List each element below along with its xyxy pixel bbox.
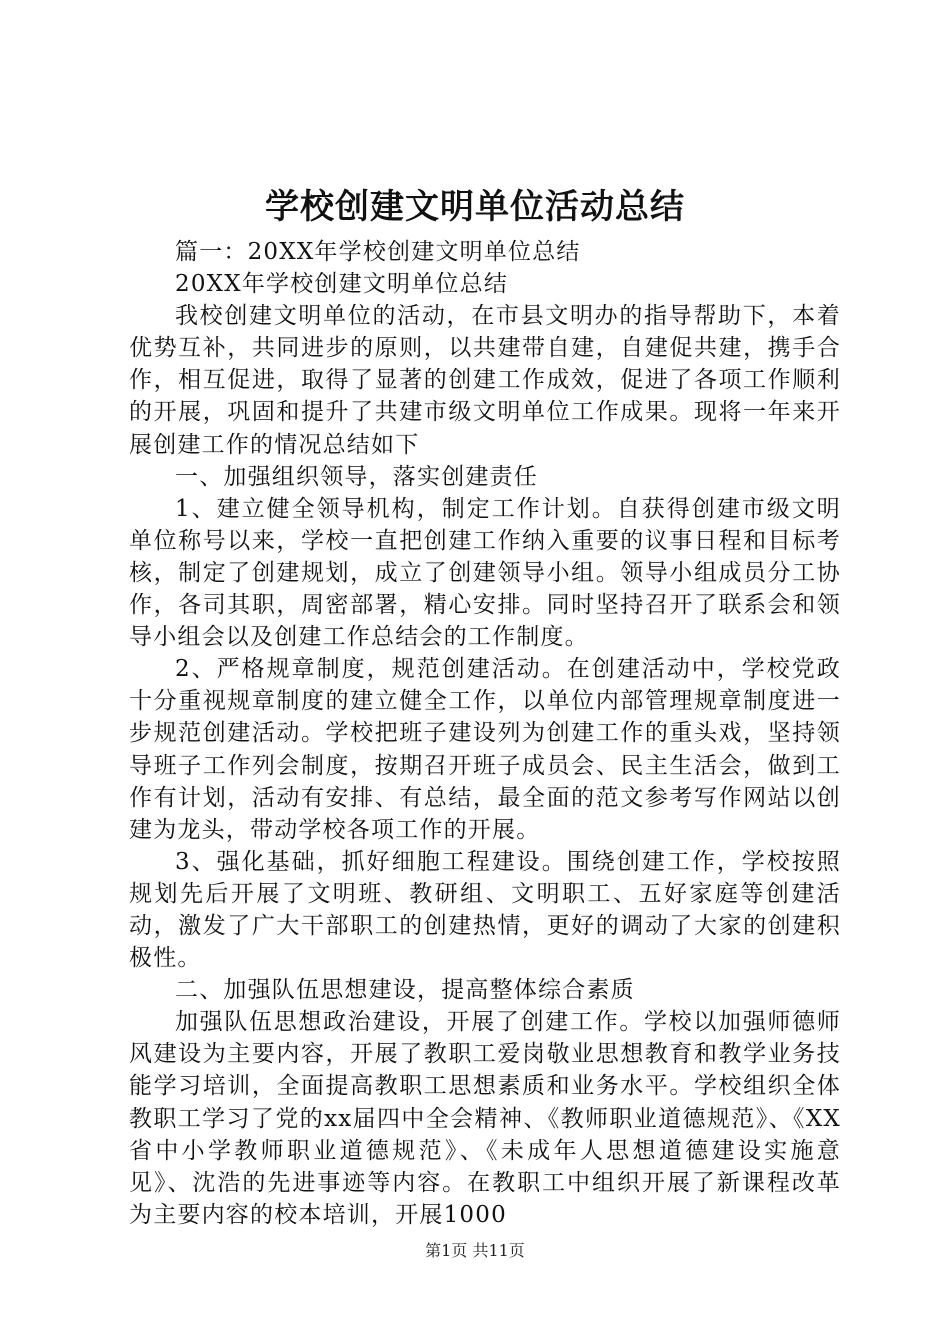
paragraph-section-2: 加强队伍思想政治建设，开展了创建工作。学校以加强师德师风建设为主要内容，开展了教职工爱岗敬业思想教育和教学业务技能学习培训，全面提高教职工思想素质和业务水平。学校组织全体教职工学习了党的xx届四中全会精神、《教师职业道德规范》、《XX省中小学教师职业道德规范》、《未成年人思想道德建设实施意见》、沈浩的先进事迹等内容。在教职工中组织开展了新课程改革为主要内容的校本培训，开展1000 [129,1009,841,1228]
paragraph-item-1: 1、建立健全领导机构，制定工作计划。自获得创建市级文明单位称号以来，学校一直把创建工作纳入重要的议事日程和目标考核，制定了创建规划，成立了创建领导小组。领导小组成员分工协作，各司其职，周密部署，精心安排。同时坚持召开了联系会和领导小组会以及创建工作总结会的工作制度。 [129,495,841,651]
paragraph-item-3: 3、强化基础，抓好细胞工程建设。围绕创建工作，学校按照规划先后开展了文明班、教研组、文明职工、五好家庭等创建活动，激发了广大干部职工的创建热情，更好的调动了大家的创建积极性。 [129,848,841,972]
paragraph-item-2: 2、严格规章制度，规范创建活动。在创建活动中，学校党政十分重视规章制度的建立健全工作，以单位内部管理规章制度进一步规范创建活动。学校把班子建设列为创建工作的重头戏，坚持领导班子工作列会制度，按期召开班子成员会、民主生活会，做到工作有计划，活动有安排、有总结，最全面的范文参考写作网站以创建为龙头，带动学校各项工作的开展。 [129,656,841,843]
document-title: 学校创建文明单位活动总结 [265,187,685,227]
page-number: 第1页 共11页 [425,1241,525,1260]
document-body [129,236,841,1231]
paragraph-intro: 我校创建文明单位的活动，在市县文明办的指导帮助下，本着优势互补，共同进步的原则，以共建带自建，自建促共建，携手合作，相互促进，取得了显著的创建工作成效，促进了各项工作顺利的开展，巩固和提升了共建市级文明单位工作成果。现将一年来开展创建工作的情况总结如下 [129,303,841,458]
paragraph-subtitle: 篇一：20XX年学校创建文明单位总结 [175,239,581,265]
paragraph-heading: 20XX年学校创建文明单位总结 [175,271,509,298]
section-heading-1: 一、加强组织领导，落实创建责任 [175,463,538,490]
section-heading-2: 二、加强队伍思想建设，提高整体综合素质 [175,977,635,1004]
